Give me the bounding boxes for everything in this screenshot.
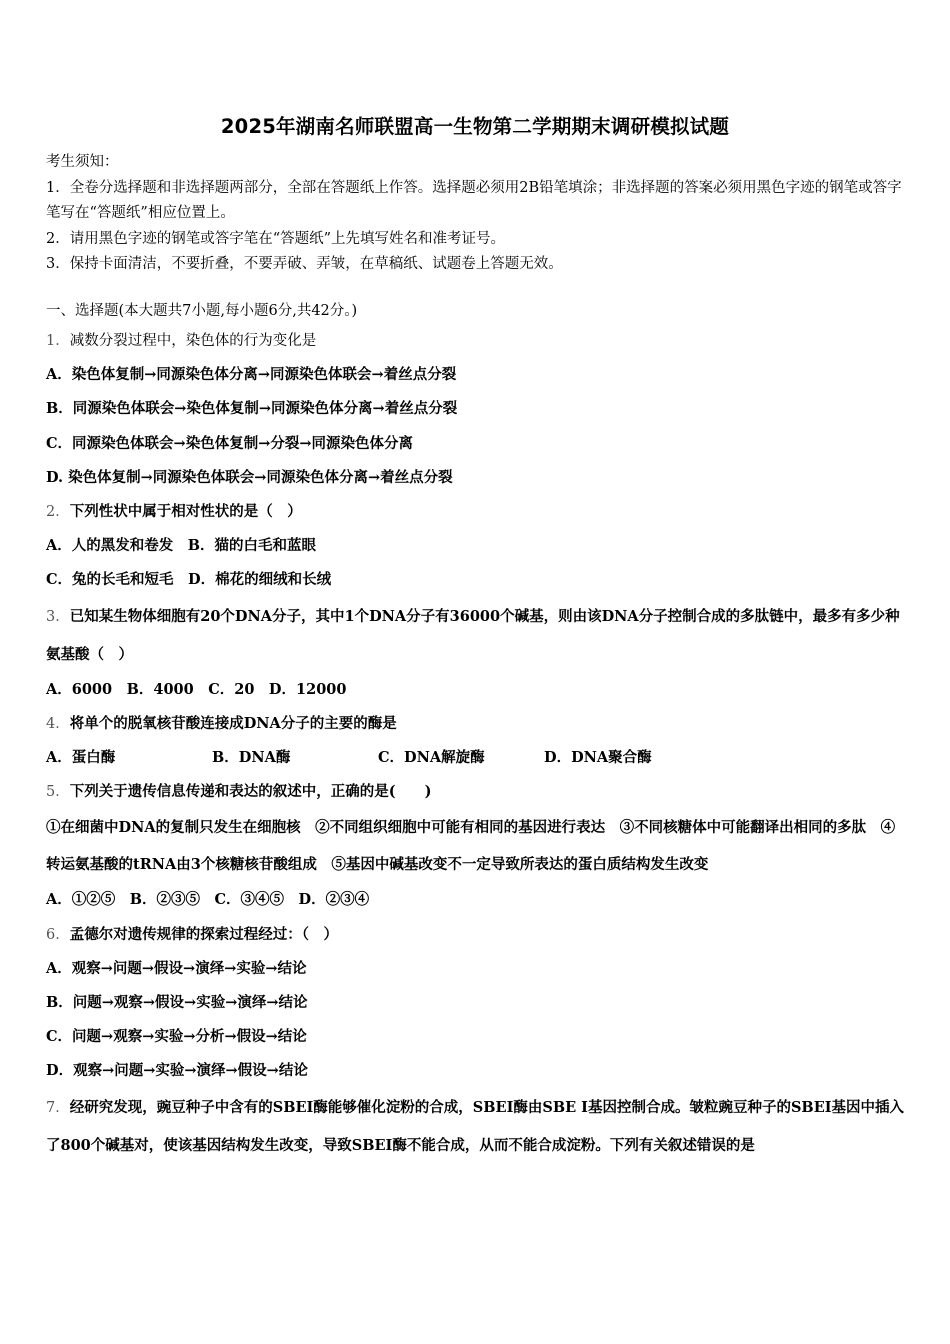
option-d: D. 染色体复制→同源染色体联会→同源染色体分离→着丝点分裂 bbox=[46, 468, 453, 486]
question-stem bbox=[46, 918, 906, 952]
question-stem bbox=[46, 1089, 906, 1164]
question-4 bbox=[46, 707, 906, 775]
question-text: 孟德尔对遗传规律的探索过程经过：（ ） bbox=[69, 925, 338, 943]
notice-item-3: 3．保持卡面清洁，不要折叠，不要弄破、弄皱，在草稿纸、试题卷上答题无效。 bbox=[46, 256, 563, 272]
notice-heading: 考生须知： bbox=[46, 154, 119, 170]
question-stem bbox=[46, 707, 906, 741]
notice-item-2: 2．请用黑色字迹的钢笔或答字笔在“答题纸”上先填写姓名和准考证号。 bbox=[46, 230, 506, 247]
option-a: A．蛋白酶 bbox=[46, 749, 116, 767]
option-row bbox=[46, 741, 906, 775]
exam-notice bbox=[46, 150, 906, 278]
option-row: A．6000 B．4000 C．20 D．12000 bbox=[46, 680, 347, 698]
section-heading: 一、选择题(本大题共7小题,每小题6分,共42分。) bbox=[46, 303, 358, 319]
option-b: B．DNA酶 bbox=[212, 749, 291, 767]
question-number: 6． bbox=[46, 926, 70, 943]
page-title: 2025年湖南名师联盟高一生物第二学期期末调研模拟试题 bbox=[220, 115, 730, 138]
question-text: 将单个的脱氧核苷酸连接成DNA分子的主要的酶是 bbox=[69, 714, 397, 732]
option-row-cd: C．兔的长毛和短毛 D．棉花的细绒和长绒 bbox=[46, 571, 332, 589]
question-stem bbox=[46, 598, 906, 673]
option-row: A．①②⑤ B．②③⑤ C．③④⑤ D．②③④ bbox=[46, 891, 370, 909]
notice-item-1: 1．全卷分选择题和非选择题两部分，全部在答题纸上作答。选择题必须用2B铅笔填涂；非选择题的答案必须用黑色字迹的钢笔或答字笔写在“答题纸”相应位置上。 bbox=[46, 179, 902, 221]
option-b: B．同源染色体联会→染色体复制→同源染色体分离→着丝点分裂 bbox=[46, 400, 458, 418]
question-text: 下列关于遗传信息传递和表达的叙述中，正确的是( ) bbox=[69, 783, 432, 801]
question-text: 经研究发现，豌豆种子中含有的SBEI酶能够催化淀粉的合成，SBEI酶由SBE I基因控制合成。皱粒豌豆种子的SBEI基因中插入了800个碱基对，使该基因结构发生改变，导致SBEI酶不能合成，从而不能合成淀粉。下列有关叙述错误的是 bbox=[46, 1098, 905, 1154]
question-3 bbox=[46, 598, 906, 707]
option-a: A．染色体复制→同源染色体分离→同源染色体联会→着丝点分裂 bbox=[46, 366, 457, 384]
option-d: D．DNA聚合酶 bbox=[544, 749, 652, 767]
question-text: 已知某生物体细胞有20个DNA分子，其中1个DNA分子有36000个碱基，则由该DNA分子控制合成的多肽链中，最多有多少种氨基酸（ ） bbox=[46, 607, 900, 663]
question-5 bbox=[46, 775, 906, 917]
question-number: 3． bbox=[46, 608, 70, 625]
question-number: 2． bbox=[46, 504, 70, 521]
question-number: 5． bbox=[46, 784, 70, 801]
option-row-ab: A．人的黑发和卷发 B．猫的白毛和蓝眼 bbox=[46, 537, 317, 555]
option-a: A．观察→问题→假设→演绎→实验→结论 bbox=[46, 959, 307, 977]
question-7 bbox=[46, 1089, 906, 1164]
question-statements: ①在细菌中DNA的复制只发生在细胞核 ②不同组织细胞中可能有相同的基因进行表达 ③不同核糖体中可能翻译出相同的多肽 ④转运氨基酸的tRNA由3个核糖核苷酸组成 ⑤基因中碱基改变不一定导致所表达的蛋白质结构发生改变 bbox=[46, 819, 896, 874]
question-6 bbox=[46, 918, 906, 1089]
option-b: B．问题→观察→假设→实验→演绎→结论 bbox=[46, 994, 308, 1012]
question-text: 下列性状中属于相对性状的是（ ） bbox=[69, 503, 302, 521]
question-2 bbox=[46, 495, 906, 598]
question-1 bbox=[46, 324, 906, 495]
option-c: C．DNA解旋酶 bbox=[378, 749, 485, 767]
question-stem bbox=[46, 775, 906, 809]
question-number: 4． bbox=[46, 715, 70, 732]
option-d: D．观察→问题→实验→演绎→假设→结论 bbox=[46, 1062, 308, 1080]
option-c: C．问题→观察→实验→分析→假设→结论 bbox=[46, 1028, 307, 1046]
question-stem bbox=[46, 495, 906, 529]
option-c: C．同源染色体联会→染色体复制→分裂→同源染色体分离 bbox=[46, 434, 413, 452]
question-stem bbox=[46, 324, 906, 358]
question-section bbox=[46, 299, 906, 1164]
question-text: 减数分裂过程中，染色体的行为变化是 bbox=[69, 333, 317, 349]
question-number: 7． bbox=[46, 1099, 70, 1116]
question-number: 1． bbox=[46, 333, 70, 349]
